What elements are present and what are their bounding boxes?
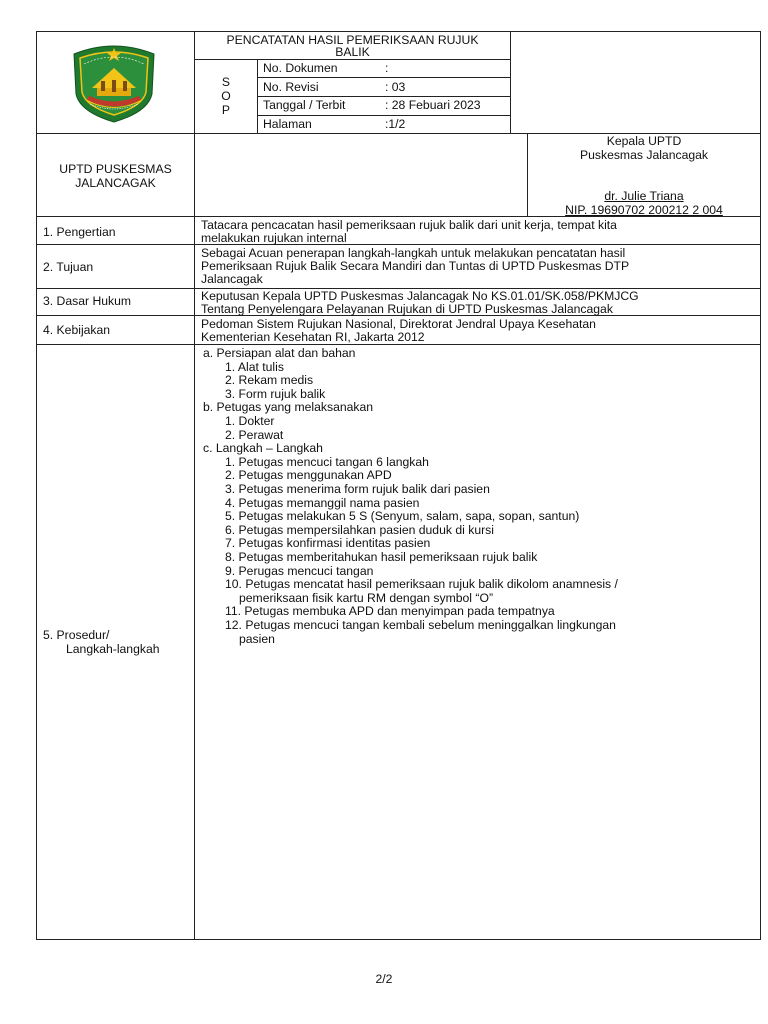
procedure-step: 6. Petugas mempersilahkan pasien duduk di kursi — [225, 522, 494, 537]
procedure-heading: c. Langkah – Langkah — [203, 441, 323, 456]
section-label-procedure-line2: Langkah-langkah — [66, 642, 160, 656]
procedure-step: 11. Petugas membuka APD dan menyimpan pada tempatnya — [225, 604, 555, 619]
procedure-step: 2. Rekam medis — [225, 373, 314, 388]
procedure-heading: b. Petugas yang melaksanakan — [203, 400, 374, 415]
section-text-policy-line1: Pedoman Sistem Rujukan Nasional, Direktorat Jendral Upaya Kesehatan — [201, 317, 596, 331]
procedure-step: 2. Perawat — [225, 427, 284, 442]
procedure-step: 1. Alat tulis — [225, 359, 284, 374]
section-label-definition: 1. Pengertian — [43, 225, 116, 239]
section-label-policy: 4. Kebijakan — [43, 323, 111, 337]
procedure-step: 1. Petugas mencuci tangan 6 langkah — [225, 454, 429, 469]
procedure-step: pemeriksaan fisik kartu RM dengan symbol “O” — [239, 590, 493, 605]
signatory-nip: NIP. 19690702 200212 2 004 — [565, 203, 723, 217]
section-text-policy-line2: Kementerian Kesehatan RI, Jakarta 2012 — [201, 330, 425, 344]
procedure-step: 3. Petugas menerima form rujuk balik dari pasien — [225, 482, 490, 496]
procedure-step: 9. Perugas mencuci tangan — [225, 563, 374, 578]
procedure-step: 2. Petugas menggunakan APD — [225, 468, 392, 483]
procedure-step: 4. Petugas memanggil nama pasien — [225, 495, 420, 510]
meta-label-issue-date: Tanggal / Terbit — [263, 98, 346, 112]
procedure-step: 5. Petugas melakukan 5 S (Senyum, salam, sapa, sopan, santun) — [225, 509, 580, 524]
section-label-legal-basis: 3. Dasar Hukum — [43, 294, 132, 308]
procedure-step: 12. Petugas mencuci tangan kembali sebelum meninggalkan lingkungan — [225, 618, 616, 632]
section-text-purpose-line2: Pemeriksaan Rujuk Balik Secara Mandiri dan Tuntas di UPTD Puskesmas DTP — [201, 259, 630, 273]
section-text-purpose-line1: Sebagai Acuan penerapan langkah-langkah untuk melakukan pencatatan hasil — [201, 246, 626, 260]
procedure-step: 1. Dokter — [225, 414, 275, 428]
procedure-step: 8. Petugas memberitahukan hasil pemeriksaan rujuk balik — [225, 550, 538, 564]
section-text-legal-basis-line1: Keputusan Kepala UPTD Puskesmas Jalancagak No KS.01.01/SK.058/PKMJCG — [201, 289, 639, 303]
page-number-footer: 2/2 — [375, 972, 393, 986]
meta-value-issue-date: : 28 Febuari 2023 — [385, 98, 481, 112]
signatory-name: dr. Julie Triana — [604, 189, 684, 203]
meta-value-document-number: : — [385, 61, 389, 75]
section-text-definition-line1: Tatacara pencacatan hasil pemeriksaan rujuk balik dari unit kerja, tempat kita — [201, 218, 617, 232]
section-text-legal-basis-line2: Tentang Penyelengara Pelayanan Rujukan di UPTD Puskesmas Jalancagak — [201, 302, 613, 316]
document-title-line2: BALIK — [335, 45, 370, 59]
signatory-title-line1: Kepala UPTD — [606, 134, 682, 148]
procedure-step: 3. Form rujuk balik — [225, 386, 326, 401]
meta-value-page: :1/2 — [385, 117, 406, 131]
procedure-step: 10. Petugas mencatat hasil pemeriksaan rujuk balik dikolom anamnesis / — [225, 577, 618, 592]
meta-value-revision: : 03 — [385, 80, 406, 94]
procedure-heading: a. Persiapan alat dan bahan — [203, 346, 356, 360]
section-text-purpose-line3: Jalancagak — [201, 272, 263, 286]
section-text-definition-line2: melakukan rujukan internal — [201, 231, 347, 245]
meta-label-revision: No. Revisi — [263, 80, 319, 94]
sop-letter-p: P — [221, 103, 231, 117]
meta-label-page: Halaman — [263, 117, 312, 131]
institution-name-line1: UPTD PUSKESMAS — [59, 162, 172, 176]
procedure-step: pasien — [239, 631, 275, 646]
section-label-procedure-line1: 5. Prosedur/ — [43, 628, 110, 642]
section-label-purpose: 2. Tujuan — [43, 260, 94, 274]
sop-letter-o: O — [221, 89, 231, 103]
meta-label-document-number: No. Dokumen — [263, 61, 338, 75]
sop-letter-s: S — [221, 75, 231, 89]
institution-name-line2: JALANCAGAK — [75, 176, 156, 190]
signatory-title-line2: Puskesmas Jalancagak — [579, 148, 709, 162]
regency-logo-emblem — [68, 40, 160, 124]
document-title-line1: PENCATATAN HASIL PEMERIKSAAN RUJUK — [226, 33, 479, 47]
procedure-step: 7. Petugas konfirmasi identitas pasien — [225, 536, 431, 551]
